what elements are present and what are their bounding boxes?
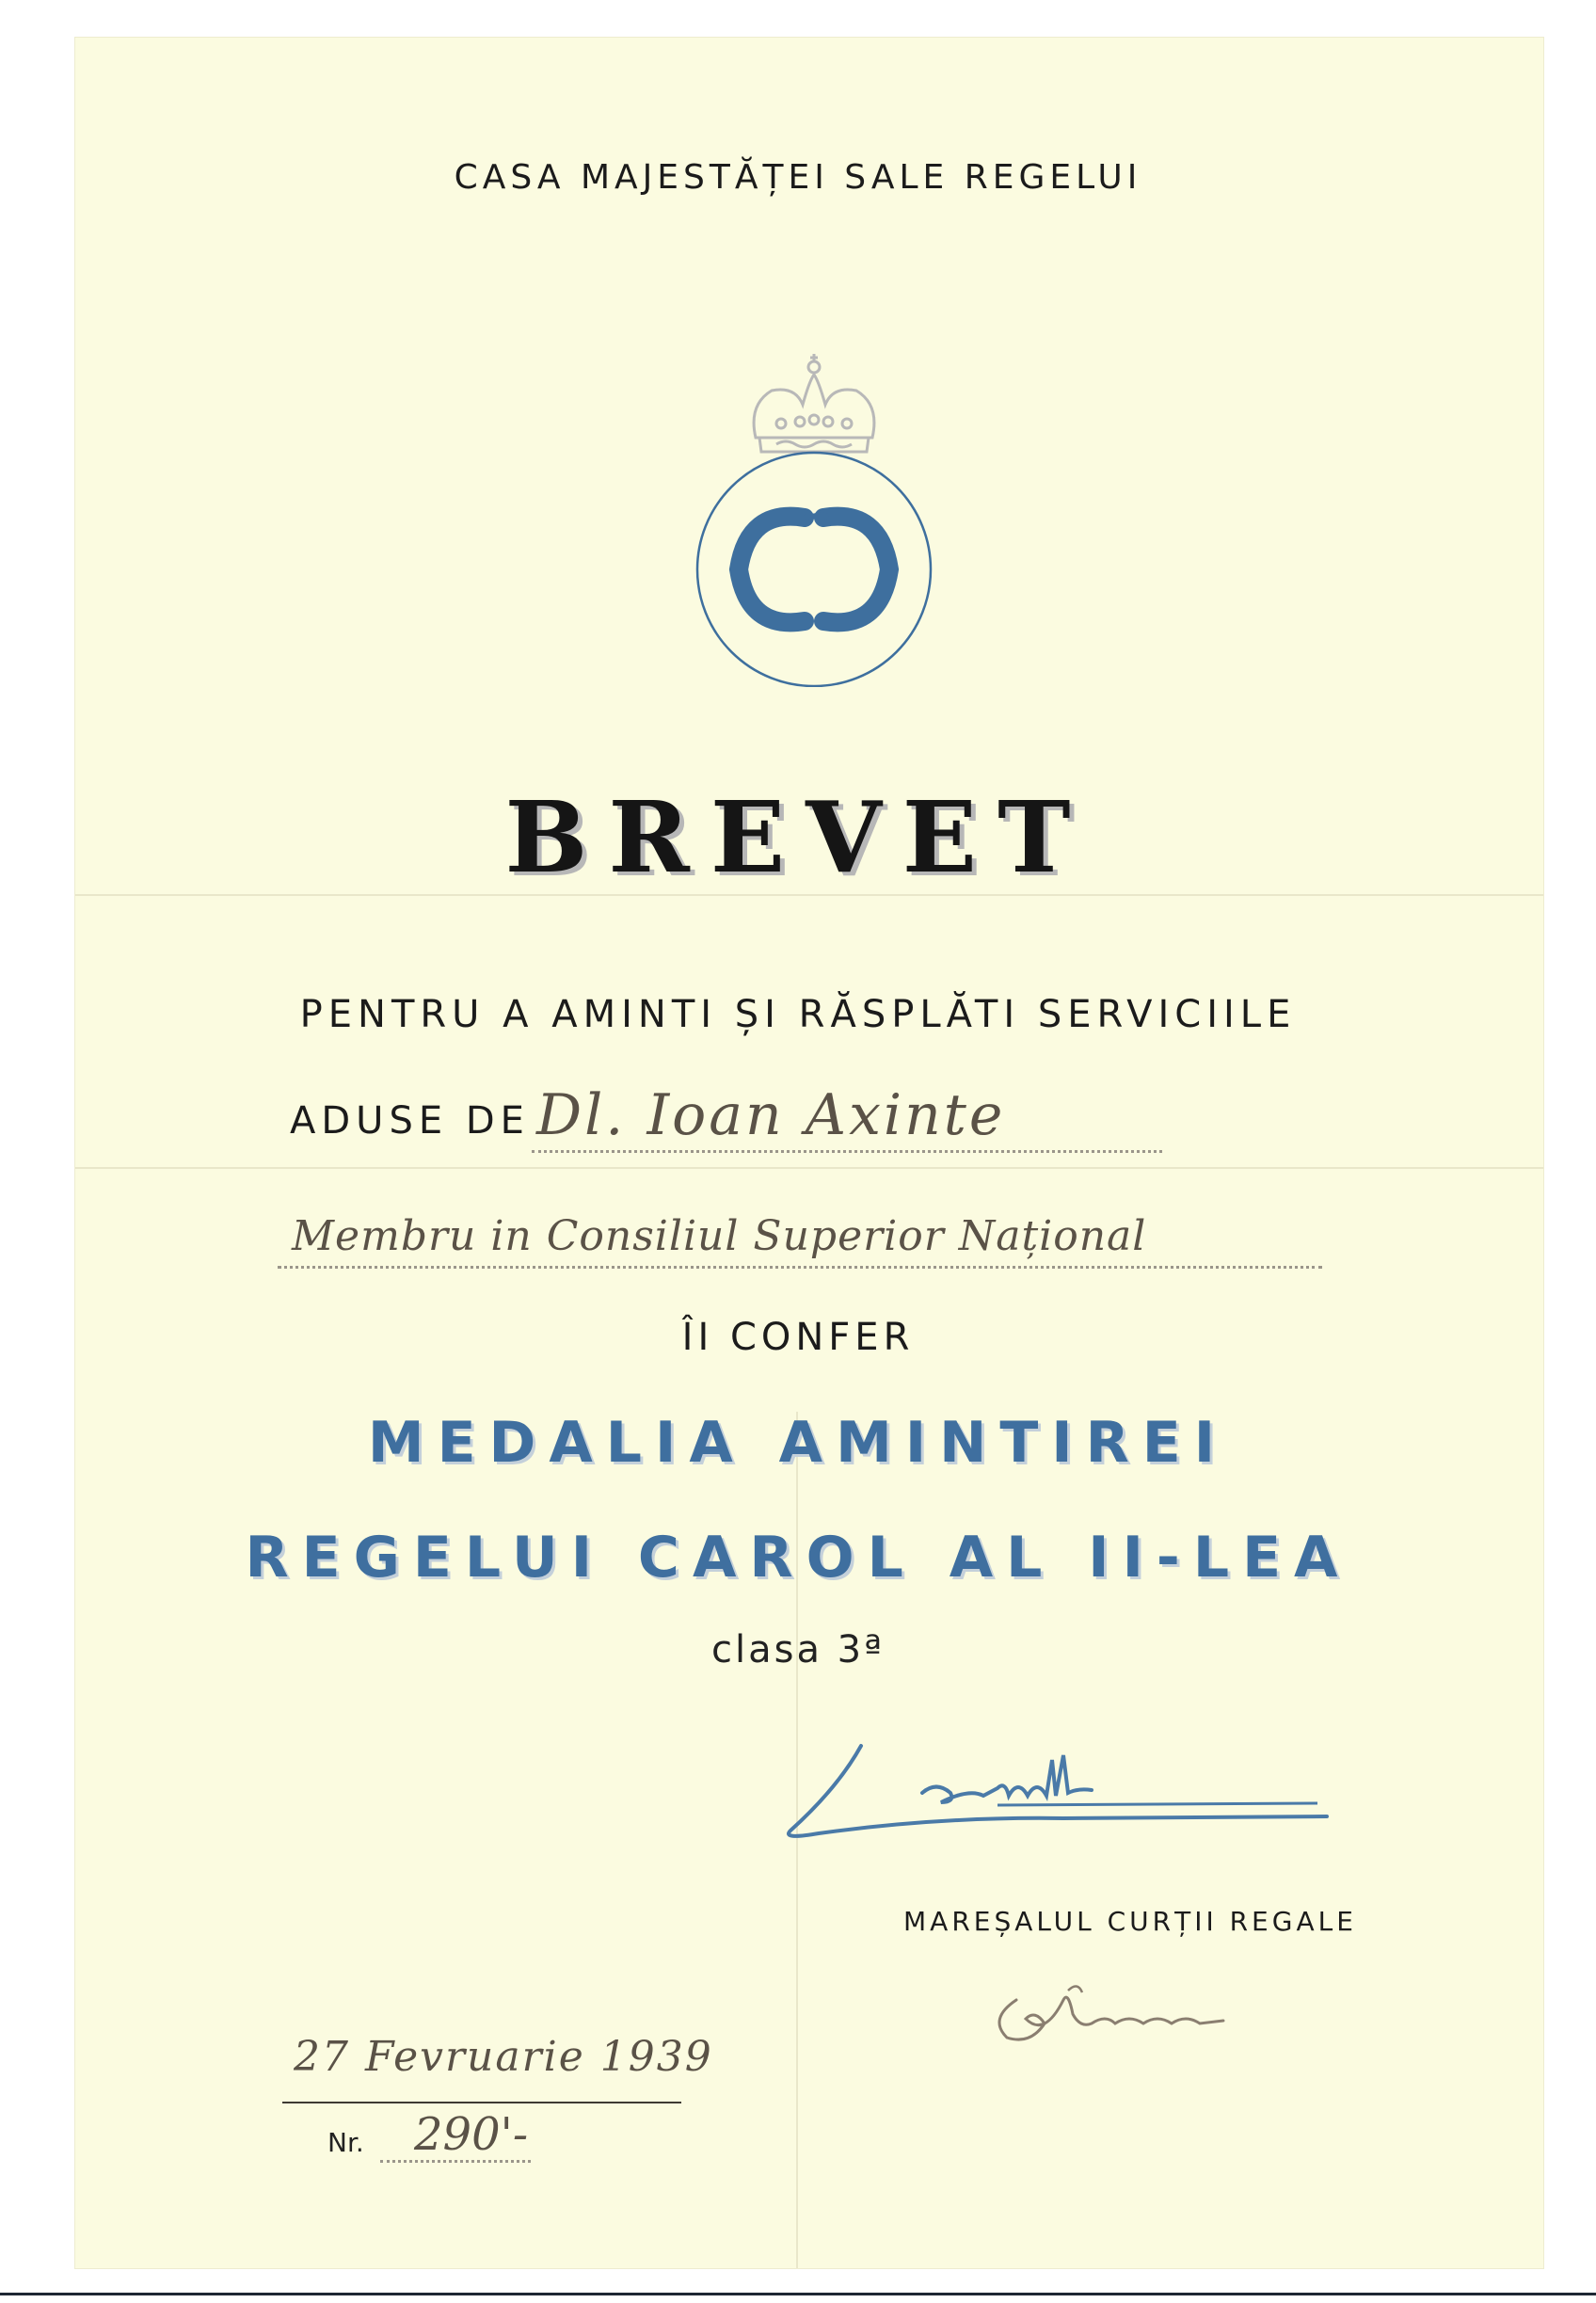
number-label: Nr. <box>327 2127 364 2158</box>
aduse-de-label: ADUSE DE <box>290 1099 530 1143</box>
king-signature-icon <box>753 1722 1336 1845</box>
scan-edge <box>0 2293 1596 2295</box>
document-number: 290'- <box>414 2108 529 2161</box>
paper-fold <box>75 1167 1543 1169</box>
issue-date: 27 Fevruarie 1939 <box>294 2033 713 2081</box>
number-dotted-line <box>380 2160 531 2163</box>
marshal-signature-icon <box>979 1972 1242 2056</box>
date-underline <box>282 2102 681 2103</box>
recipient-role: Membru in Consiliul Superior Național <box>292 1212 1147 1260</box>
marshal-title: MAREȘALUL CURȚII REGALE <box>903 1906 1357 1937</box>
recipient-name: Dl. Ioan Axinte <box>536 1082 1006 1148</box>
award-title-line-1: MEDALIA AMINTIREI <box>367 1410 1229 1476</box>
confer-line: ÎI CONFER <box>681 1316 915 1359</box>
role-dotted-line <box>278 1266 1322 1269</box>
name-dotted-line <box>532 1150 1162 1153</box>
purpose-line: PENTRU A AMINTI ȘI RĂSPLĂTI SERVICIILE <box>299 993 1297 1036</box>
award-title-line-2: REGELUI CAROL AL II-LEA <box>245 1525 1351 1591</box>
document-title: BREVET <box>504 779 1092 895</box>
royal-crown-monogram-icon <box>692 348 936 687</box>
award-class: clasa 3ª <box>711 1628 885 1671</box>
royal-house-heading: CASA MAJESTĂȚEI SALE REGELUI <box>454 158 1142 197</box>
